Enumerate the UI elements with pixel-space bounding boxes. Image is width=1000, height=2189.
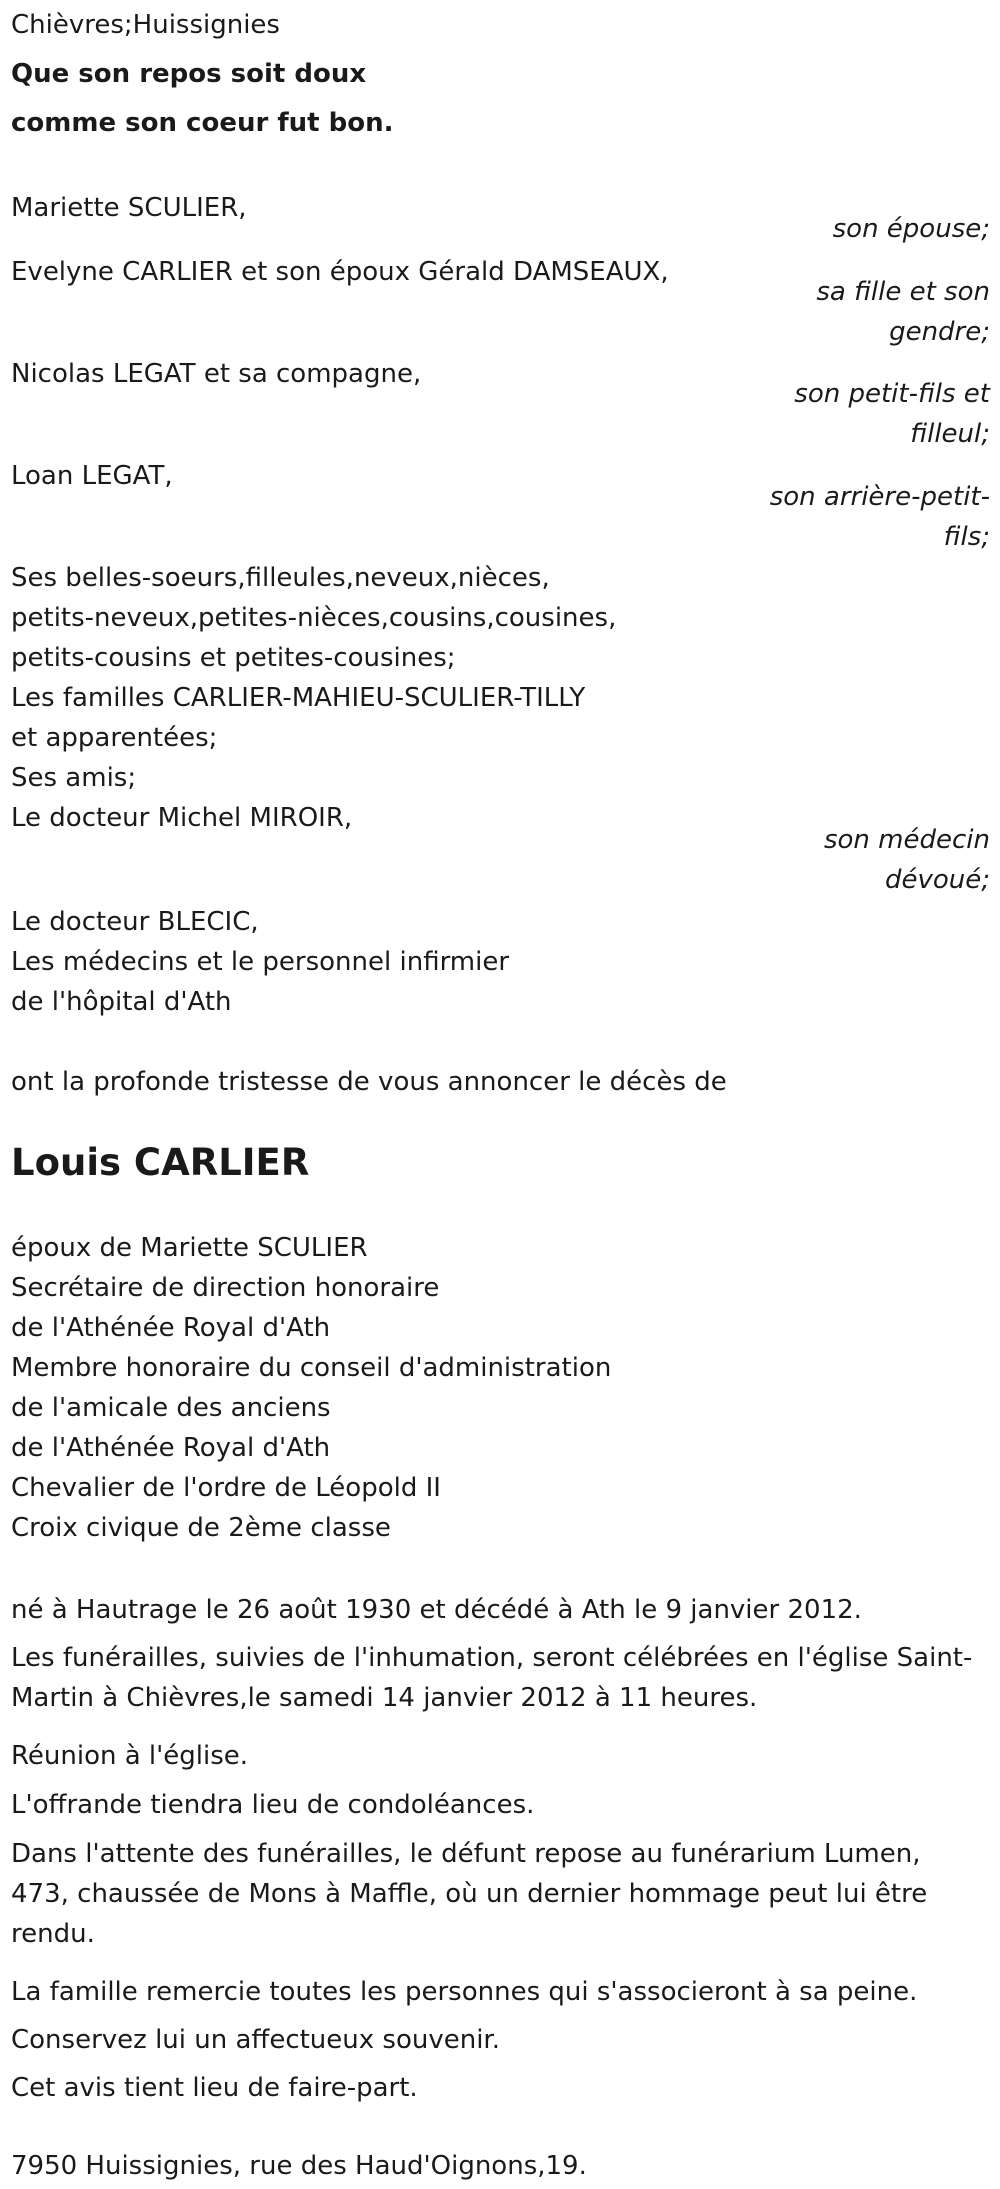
motto-line-1: Que son repos soit doux	[11, 59, 367, 89]
others-line-7: Le docteur Michel MIROIR,	[11, 803, 353, 833]
keep-info: Conservez lui un affectueux souvenir.	[11, 2025, 500, 2055]
doctor-relation: son médecin dévoué;	[823, 825, 990, 895]
born-died: né à Hautrage le 26 août 1930 et décédé à Ath le 9 janvier 2012.	[11, 1595, 862, 1625]
title-line-5: de l'amicale des anciens	[11, 1393, 331, 1423]
family-relation-1: son épouse;	[832, 214, 990, 244]
others2-line-1: Le docteur BLECIC,	[11, 907, 259, 937]
others-line-4: Les familles CARLIER-MAHIEU-SCULIER-TILLY	[11, 683, 586, 713]
title-line-6: de l'Athénée Royal d'Ath	[11, 1433, 331, 1463]
thanks-info: La famille remercie toutes les personnes qui s'associeront à sa peine.	[11, 1977, 918, 2007]
address: 7950 Huissignies, rue des Haud'Oignons,19.	[11, 2151, 587, 2181]
rest-info: Dans l'attente des funérailles, le défunt repose au funérarium Lumen, 473, chaussée de Mons à Maffle, où un dernier hommage peut lui être rendu.	[11, 1839, 928, 1949]
title-line-1: époux de Mariette SCULIER	[11, 1233, 368, 1263]
others2-line-3: de l'hôpital d'Ath	[11, 987, 232, 1017]
title-line-3: de l'Athénée Royal d'Ath	[11, 1313, 331, 1343]
others-line-6: Ses amis;	[11, 763, 137, 793]
title-line-8: Croix civique de 2ème classe	[11, 1513, 391, 1543]
others-line-1: Ses belles-soeurs,filleules,neveux,nièces,	[11, 563, 550, 593]
meeting-info: Réunion à l'église.	[11, 1741, 249, 1771]
title-line-7: Chevalier de l'ordre de Léopold II	[11, 1473, 441, 1503]
family-relation-2: sa fille et son gendre;	[816, 277, 990, 347]
others-line-5: et apparentées;	[11, 723, 218, 753]
title-line-2: Secrétaire de direction honoraire	[11, 1273, 440, 1303]
announcement: ont la profonde tristesse de vous annoncer le décès de	[11, 1067, 727, 1097]
family-name-1: Mariette SCULIER,	[11, 193, 247, 223]
motto-line-2: comme son coeur fut bon.	[11, 108, 394, 138]
notice-info: Cet avis tient lieu de faire-part.	[11, 2073, 418, 2103]
family-name-4: Loan LEGAT,	[11, 461, 173, 491]
others-line-3: petits-cousins et petites-cousines;	[11, 643, 456, 673]
family-relation-3: son petit-fils et filleul;	[794, 379, 990, 449]
condolences-info: L'offrande tiendra lieu de condoléances.	[11, 1790, 535, 1820]
funeral-info: Les funérailles, suivies de l'inhumation, seront célébrées en l'église Saint-Martin à Chièvres,le samedi 14 janvier 2012 à 11 heures.	[11, 1643, 973, 1713]
family-name-2: Evelyne CARLIER et son époux Gérald DAMSEAUX,	[11, 257, 669, 287]
others-line-2: petits-neveux,petites-nièces,cousins,cousines,	[11, 603, 617, 633]
deceased-name: Louis CARLIER	[11, 1141, 310, 1184]
family-name-3: Nicolas LEGAT et sa compagne,	[11, 359, 422, 389]
family-relation-4: son arrière-petit-fils;	[769, 482, 990, 552]
others2-line-2: Les médecins et le personnel infirmier	[11, 947, 510, 977]
title-line-4: Membre honoraire du conseil d'administration	[11, 1353, 612, 1383]
location: Chièvres;Huissignies	[11, 10, 280, 40]
